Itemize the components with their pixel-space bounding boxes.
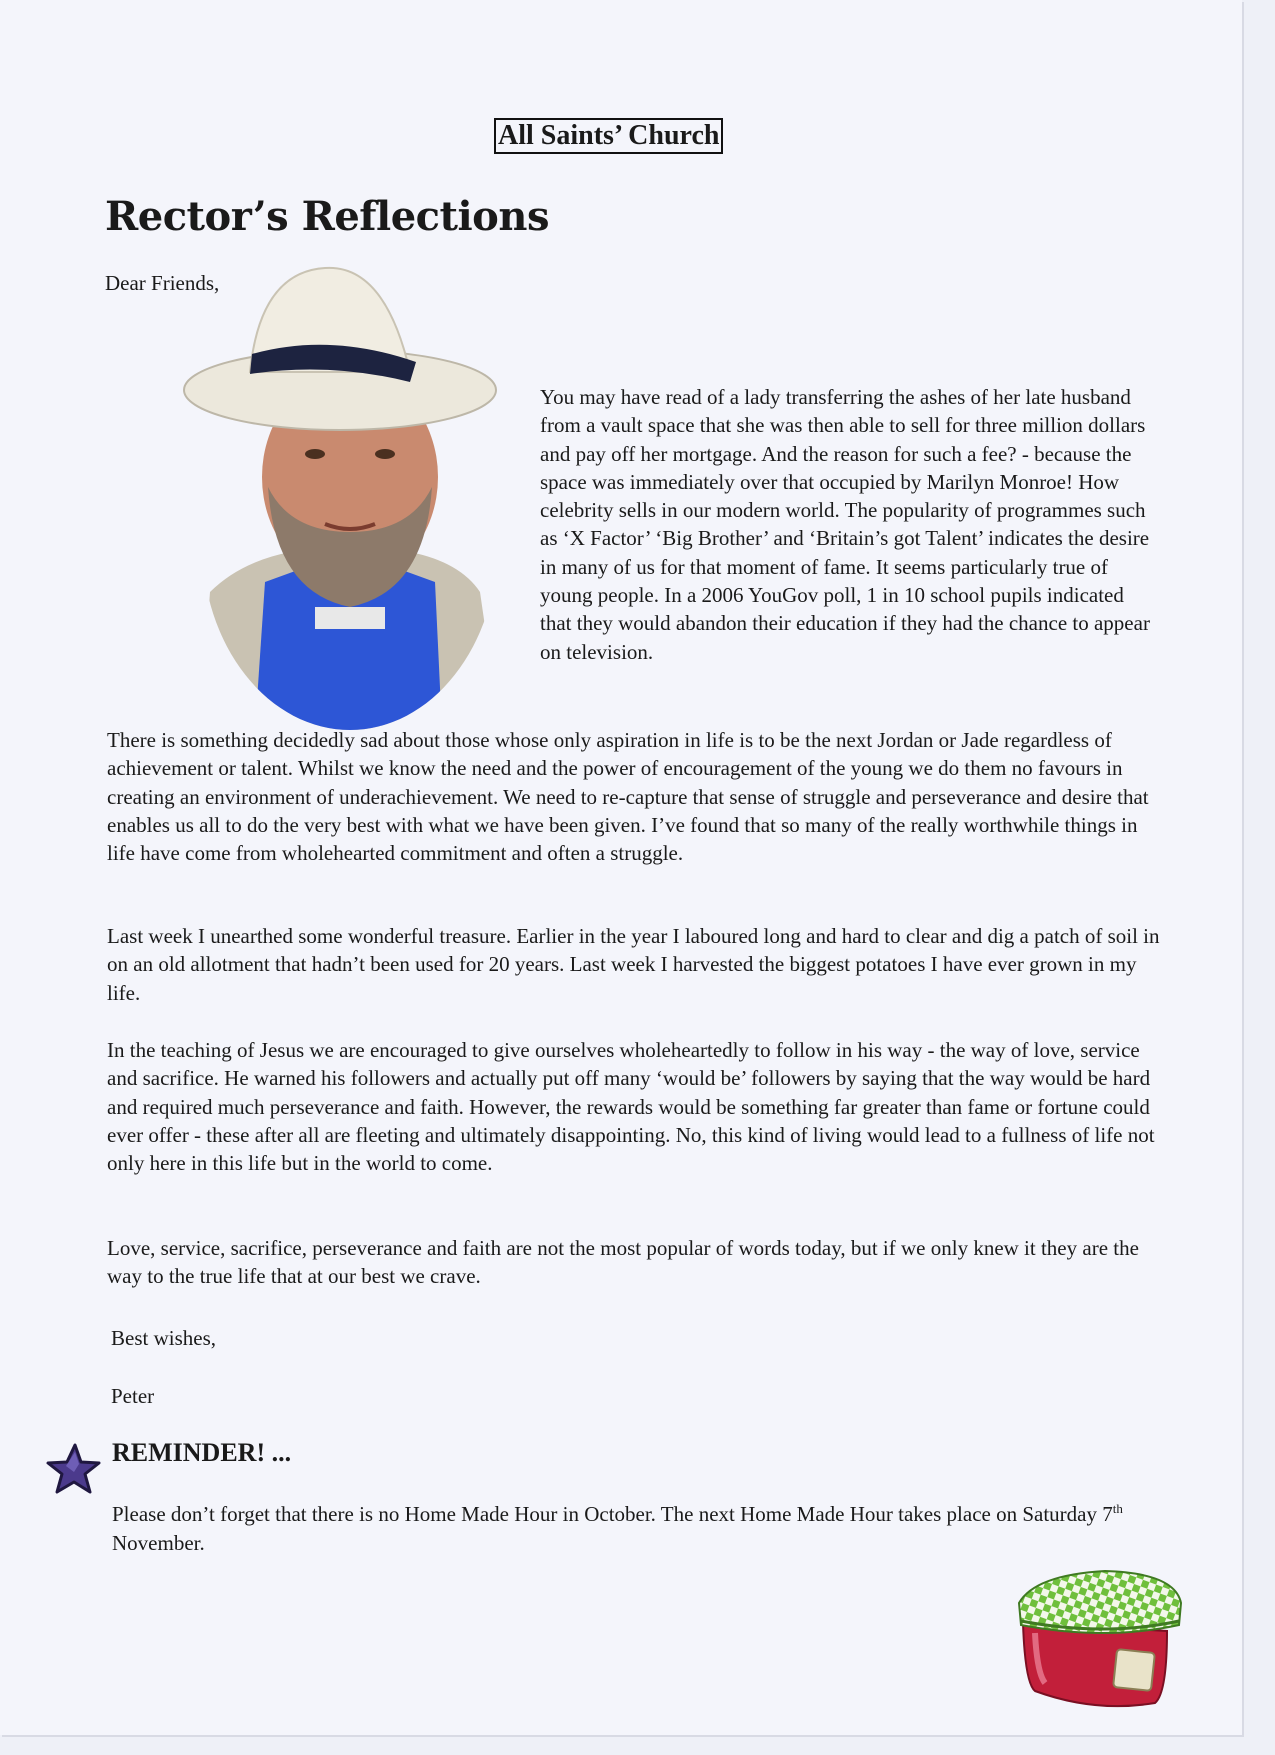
- letter-paragraph: Last week I unearthed some wonderful treasure. Earlier in the year I laboured long and hard to clear and dig a patch of soil in on an old allotment that hadn’t been used for 20 years. Last week I harvested the biggest potatoes I have ever grown in my life.: [107, 924, 1160, 1005]
- intro-paragraph: You may have read of a lady transferring the ashes of her late husband from a vault space that she was then able to sell for three million dollars and pay off her mortgage. And the reason for such a fee? - because the space was immediately over that occupied by Marilyn Monroe! How celebrity sells in our modern world. The popularity of programmes such as ‘X Factor’ ‘Big Brother’ and ‘Britain’s got Talent’ indicates the desire in many of us for that moment of fame. It seems particularly true of young people. In a 2006 YouGov poll, 1 in 10 school pupils indicated that they would abandon their education if they had the chance to appear on television.: [540, 385, 1150, 664]
- signoff: Best wishes,: [111, 1326, 216, 1350]
- star-icon: [44, 1442, 102, 1496]
- reminder-text-end: November.: [112, 1531, 205, 1555]
- salutation: Dear Friends,: [105, 271, 220, 295]
- page-title: Rector’s Reflections: [105, 193, 549, 240]
- jam-jar-icon: [1015, 1563, 1185, 1713]
- reminder-text: [112, 1500, 1172, 1558]
- reminder-title: REMINDER! ...: [112, 1438, 292, 1467]
- reminder-text-main: Please don’t forget that there is no Home Made Hour in October. The next Home Made Hour takes place on Saturday 7: [112, 1502, 1113, 1526]
- letter-paragraph: In the teaching of Jesus we are encouraged to give ourselves wholeheartedly to follow in his way - the way of love, service and sacrifice. He warned his followers and actually put off many ‘would be’ followers by saying that the way would be hard and required much perseverance and faith. However, the rewards would be something far greater than fame or fortune could ever offer - these after all are fleeting and ultimately disappointing. No, this kind of living would lead to a fullness of life not only here in this life but in the world to come.: [107, 1038, 1155, 1176]
- letter-paragraph: Love, service, sacrifice, perseverance and faith are not the most popular of words today, but if we only knew it they are the way to the true life that at our best we crave.: [107, 1236, 1139, 1289]
- ordinal-suffix: th: [1112, 1501, 1123, 1516]
- church-name-box: All Saints’ Church: [494, 118, 723, 154]
- signature: Peter: [111, 1384, 155, 1408]
- letter-paragraph: There is something decidedly sad about those whose only aspiration in life is to be the next Jordan or Jade regardless of achievement or talent. Whilst we know the need and the power of encouragement of the young we do them no favours in creating an environment of underachievement. We need to re-capture that sense of struggle and perseverance and desire that enables us all to do the very best with what we have been given. I’ve found that so many of the really worthwhile things in life have come from wholehearted commitment and often a struggle.: [107, 728, 1149, 866]
- rector-portrait-photo: [180, 262, 520, 730]
